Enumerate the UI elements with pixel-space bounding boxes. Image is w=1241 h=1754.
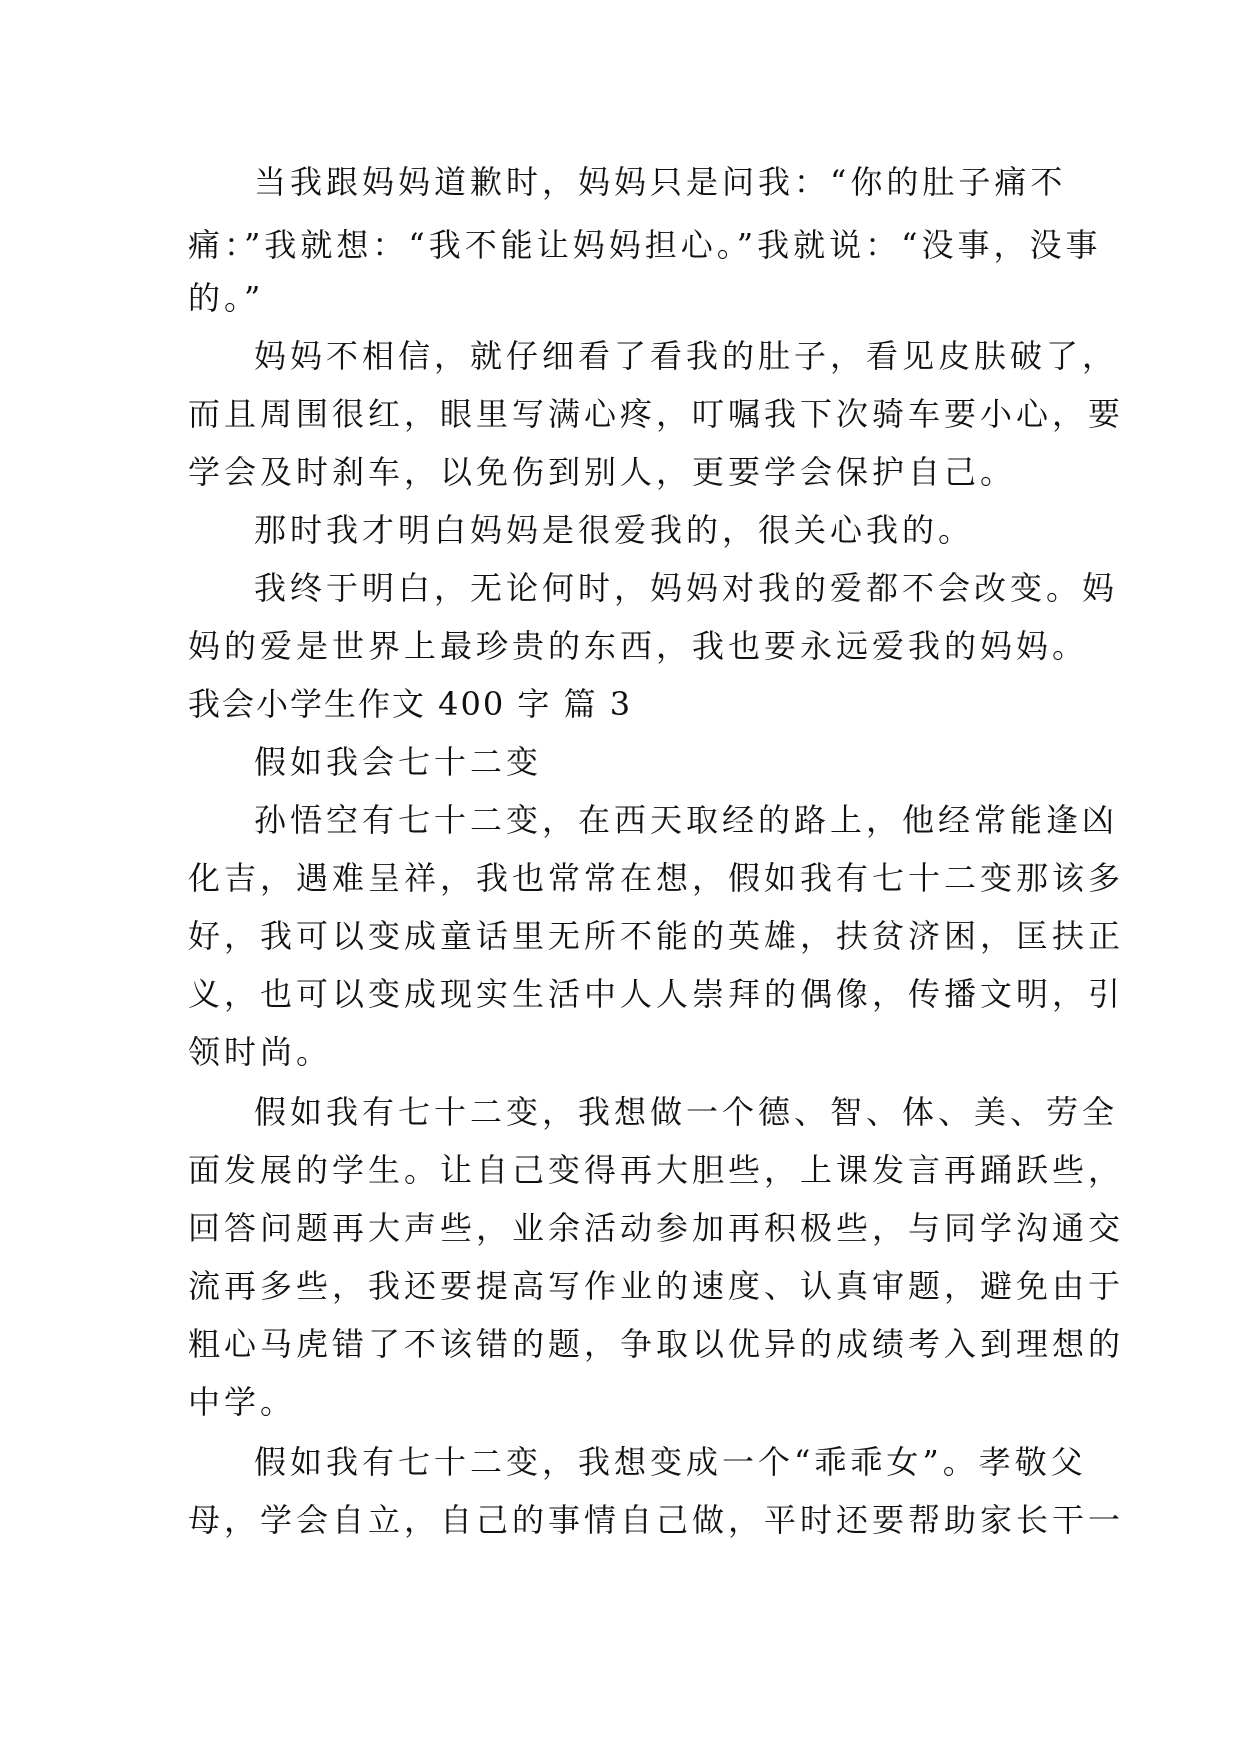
paragraph-line: 学会及时刹车，以免伤到别人，更要学会保护自己。 [188, 453, 1017, 491]
paragraph-line: 化吉，遇难呈祥，我也常常在想，假如我有七十二变那该多 [188, 859, 1125, 897]
essay-title: 假如我会七十二变 [254, 743, 543, 781]
section-heading: 我会小学生作文 400 字 篇 3 [188, 685, 633, 723]
paragraph-line: 领时尚。 [188, 1033, 333, 1071]
paragraph-line: 面发展的学生。让自己变得再大胆些，上课发言再踊跃些， [188, 1151, 1125, 1189]
paragraph-line: 妈妈不相信，就仔细看了看我的肚子，看见皮肤破了， [254, 337, 1119, 375]
paragraph-line: 妈的爱是世界上最珍贵的东西，我也要永远爱我的妈妈。 [188, 627, 1089, 665]
paragraph-line: 孙悟空有七十二变，在西天取经的路上，他经常能逢凶 [254, 801, 1119, 839]
paragraph-line: 假如我有七十二变，我想做一个德、智、体、美、劳全 [254, 1093, 1119, 1131]
paragraph-line: 义，也可以变成现实生活中人人崇拜的偶像，传播文明，引 [188, 975, 1125, 1013]
paragraph-line: 回答问题再大声些，业余活动参加再积极些，与同学沟通交 [188, 1209, 1125, 1247]
paragraph-line: 我终于明白，无论何时，妈妈对我的爱都不会改变。妈 [254, 569, 1119, 607]
paragraph-line: 好，我可以变成童话里无所不能的英雄，扶贫济困，匡扶正 [188, 917, 1125, 955]
paragraph-line: 而且周围很红，眼里写满心疼，叮嘱我下次骑车要小心，要 [188, 395, 1125, 433]
paragraph-line: 痛：”我就想：“我不能让妈妈担心。”我就说：“没事，没事 [188, 226, 1102, 264]
paragraph-line: 中学。 [188, 1383, 297, 1421]
paragraph-line: 那时我才明白妈妈是很爱我的，很关心我的。 [254, 511, 975, 549]
paragraph-line: 假如我有七十二变，我想变成一个“乖乖女”。孝敬父 [254, 1443, 1087, 1481]
paragraph-line: 粗心马虎错了不该错的题，争取以优异的成绩考入到理想的 [188, 1325, 1125, 1363]
paragraph-line: 的。” [188, 279, 265, 317]
paragraph-line: 当我跟妈妈道歉时，妈妈只是问我：“你的肚子痛不 [254, 163, 1067, 201]
paragraph-line: 母，学会自立，自己的事情自己做，平时还要帮助家长干一 [188, 1501, 1125, 1539]
paragraph-line: 流再多些，我还要提高写作业的速度、认真审题，避免由于 [188, 1267, 1125, 1305]
